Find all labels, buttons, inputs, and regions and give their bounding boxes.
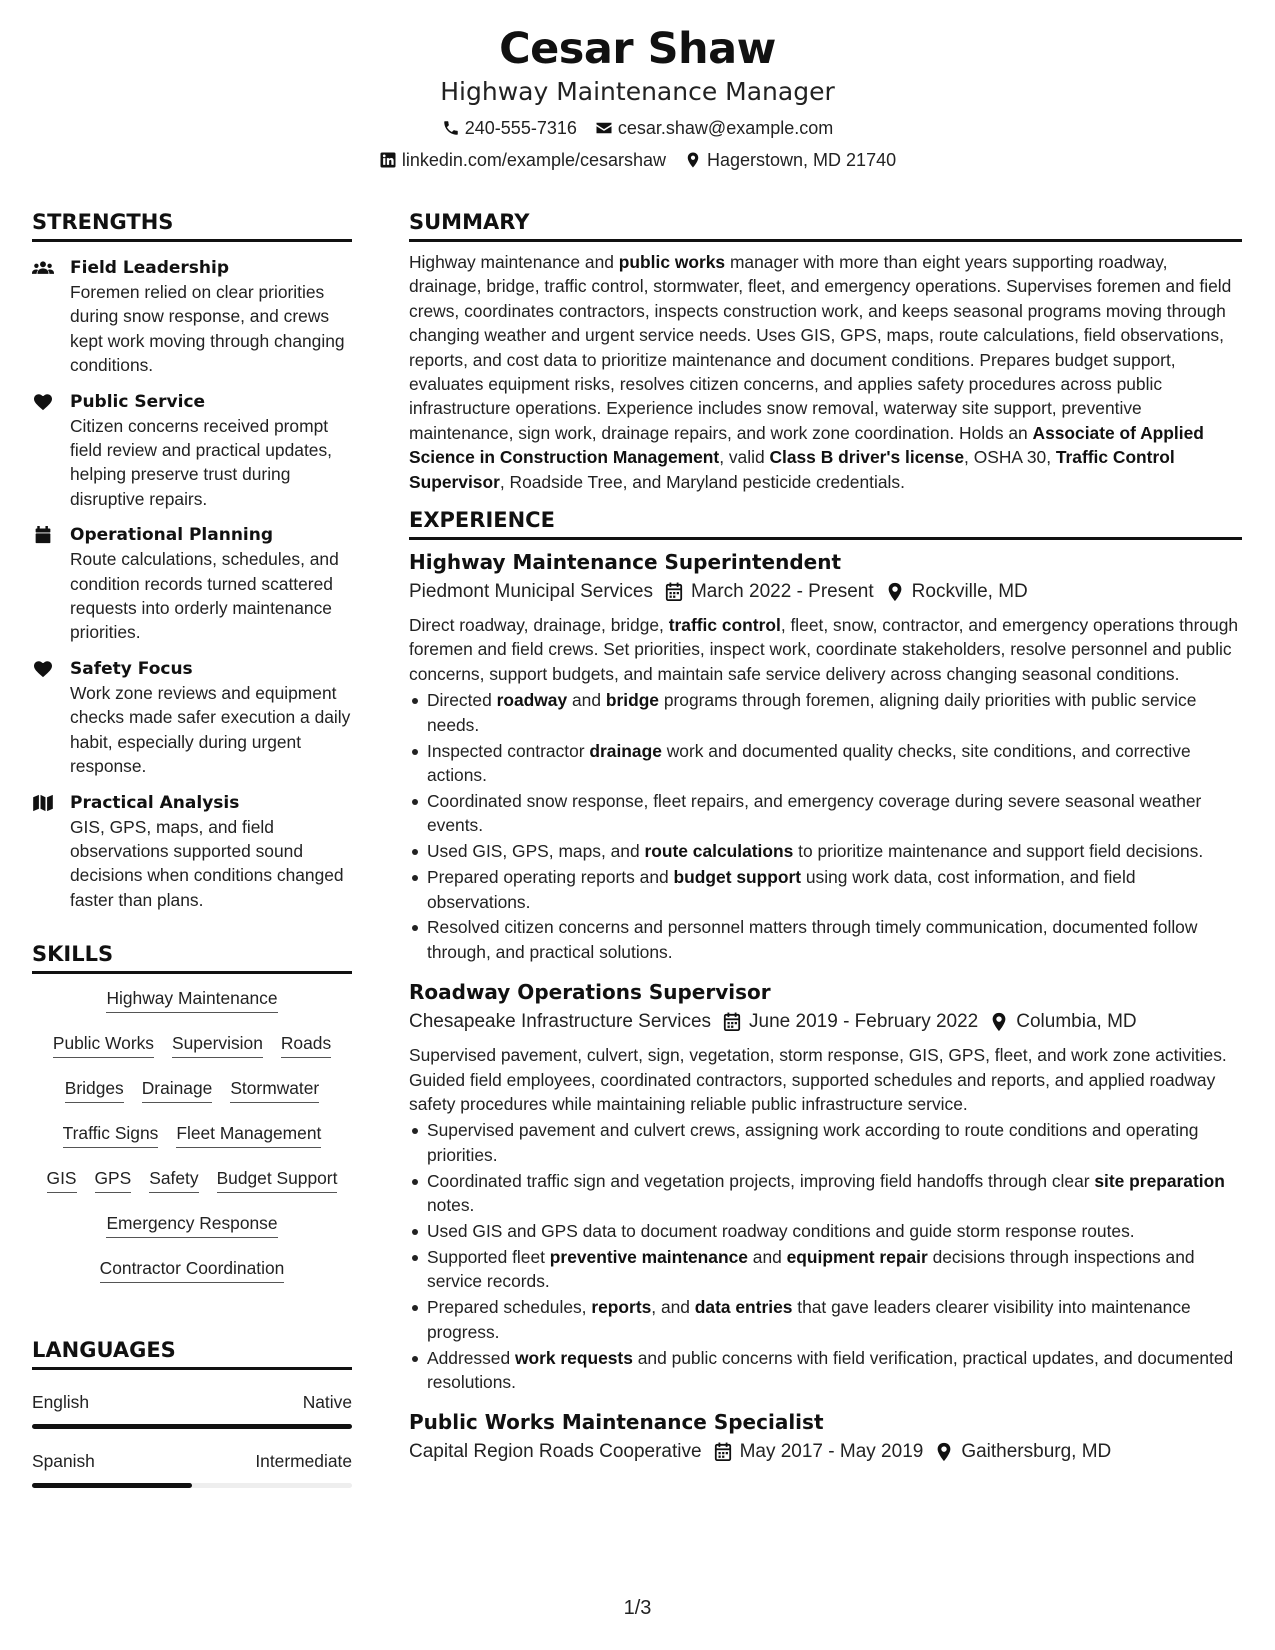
job-meta: [409, 579, 1242, 605]
right-column: [409, 208, 1242, 1465]
map-icon: [32, 791, 70, 913]
strength-desc: Citizen concerns received prompt field review and practical updates, helping preserve trust during disruptive repairs.: [70, 415, 332, 509]
bullet-item: Directed roadway and bridge programs through foremen, aligning daily priorities with public service needs.: [409, 688, 1242, 737]
job-company: Capital Region Roads Cooperative: [409, 1441, 702, 1463]
location-text: Hagerstown, MD 21740: [707, 150, 897, 170]
calendar-icon: [665, 582, 683, 602]
bullet-item: Used GIS, GPS, maps, and route calculations to prioritize maintenance and support field decisions.: [409, 839, 1242, 863]
users-icon: [32, 256, 70, 378]
language-level: Native: [302, 1392, 352, 1413]
skill-row: [32, 986, 352, 1031]
skill-tag: Fleet Management: [176, 1121, 321, 1148]
skill-tag: Stormwater: [230, 1076, 319, 1103]
job-dates: May 2017 - May 2019: [714, 1439, 924, 1465]
summary-heading: SUMMARY: [409, 208, 1242, 242]
skills-list: [32, 986, 352, 1301]
language-name: Spanish: [32, 1451, 95, 1472]
bullet-item: Prepared operating reports and budget support using work data, cost information, and field observations.: [409, 865, 1242, 914]
skill-row: [32, 1166, 352, 1211]
job-description: Supervised pavement, culvert, sign, vegetation, storm response, GIS, GPS, fleet, and work zone activities. Guided field employees, coordinated contractors, supported schedules and reports, and applied roadway safety procedures while maintaining reliable public infrastructure service.: [409, 1045, 1227, 1115]
left-column: [32, 208, 352, 1488]
skills-heading: SKILLS: [32, 940, 352, 974]
map-marker-icon: [990, 1012, 1008, 1032]
job-dates: June 2019 - February 2022: [723, 1009, 978, 1035]
linkedin-contact[interactable]: [379, 148, 666, 172]
calendar-icon: [32, 523, 70, 645]
language-item: [32, 1390, 352, 1429]
phone-icon: [442, 119, 460, 137]
job-meta: [409, 1439, 1242, 1465]
job-dates: March 2022 - Present: [665, 579, 874, 605]
page-number: 1/3: [623, 1597, 652, 1619]
linkedin-icon: [379, 151, 397, 169]
skill-tag: GIS: [47, 1166, 77, 1193]
email-text: cesar.shaw@example.com: [617, 118, 834, 138]
strength-title: Public Service: [70, 391, 206, 412]
skill-tag: Supervision: [172, 1031, 263, 1058]
languages-list: [32, 1390, 352, 1488]
resume-header: [0, 22, 1275, 172]
job-location: Rockville, MD: [886, 579, 1028, 605]
strength-title: Practical Analysis: [70, 792, 240, 813]
language-proficiency-fill: [32, 1483, 192, 1488]
calendar-icon: [714, 1442, 732, 1462]
job-entry: [409, 978, 1242, 1394]
job-description: Direct roadway, drainage, bridge, traffic control, fleet, snow, contractor, and emergency operations through foremen and field crews. Set priorities, inspect work, coordinate stakeholders, resolve personnel and public concerns, support budgets, and maintain safe service delivery across changing seasonal conditions.: [409, 615, 1239, 684]
language-proficiency-fill: [32, 1424, 352, 1429]
skill-tag: Bridges: [65, 1076, 124, 1103]
strength-title: Operational Planning: [70, 525, 274, 546]
heart-icon: [32, 390, 70, 512]
candidate-title: Highway Maintenance Manager: [440, 77, 835, 106]
job-company: Chesapeake Infrastructure Services: [409, 1011, 712, 1033]
skill-tag: Public Works: [53, 1031, 154, 1058]
skill-tag: Highway Maintenance: [106, 986, 277, 1013]
bullet-item: Coordinated traffic sign and vegetation projects, improving field handoffs through clear site preparation notes.: [409, 1169, 1242, 1218]
languages-heading: LANGUAGES: [32, 1336, 352, 1370]
experience-section: [409, 506, 1242, 1465]
skill-row: [32, 1121, 352, 1166]
job-title: Highway Maintenance Superintendent: [409, 550, 842, 575]
strength-desc: GIS, GPS, maps, and field observations supported sound decisions when conditions changed faster than plans.: [70, 816, 344, 910]
skill-tag: Emergency Response: [106, 1211, 277, 1238]
language-proficiency-bar: [32, 1424, 352, 1429]
strengths-heading: STRENGTHS: [32, 208, 352, 242]
skill-row: [32, 1256, 352, 1301]
heart-icon: [32, 657, 70, 779]
job-bullets: [409, 688, 1242, 964]
map-marker-icon: [935, 1442, 953, 1462]
job-meta: [409, 1009, 1242, 1035]
strength-item: [32, 523, 352, 645]
jobs-list: [409, 548, 1242, 1465]
strength-item: [32, 390, 352, 512]
contact-row-2: [0, 148, 1275, 172]
envelope-icon: [595, 119, 613, 137]
phone-contact[interactable]: [442, 116, 577, 140]
calendar-icon: [723, 1012, 741, 1032]
summary-text: Highway maintenance and public works manager with more than eight years supporting roadway, drainage, bridge, traffic control, stormwater, fleet, and emergency operations. Supervises foremen and field crews, coordinates contractors, inspects construction work, and keeps seasonal programs moving through changing weather and urgent service needs. Uses GIS, GPS, maps, route calculations, field observations, reports, and cost data to prioritize maintenance and document conditions. Prepares budget support, evaluates equipment risks, resolves citizen concerns, and applies safety procedures across public infrastructure operations. Experience includes snow removal, waterway site support, preventive maintenance, sign work, drainage repairs, and work zone coordination. Holds an Associate of Applied Science in Construction Management, valid Class B driver's license, OSHA 30, Traffic Control Supervisor, Roadside Tree, and Maryland pesticide credentials.: [409, 252, 1232, 492]
bullet-item: Used GIS and GPS data to document roadway conditions and guide storm response routes.: [409, 1219, 1242, 1243]
map-marker-icon: [684, 151, 702, 169]
strength-desc: Route calculations, schedules, and condition records turned scattered requests into orderly maintenance priorities.: [70, 549, 339, 643]
experience-heading: EXPERIENCE: [409, 506, 1242, 540]
phone-text: 240-555-7316: [464, 118, 577, 138]
map-marker-icon: [886, 582, 904, 602]
job-bullets: [409, 1118, 1242, 1394]
job-entry: [409, 548, 1242, 964]
bullet-item: Supported fleet preventive maintenance and equipment repair decisions through inspections and service records.: [409, 1245, 1242, 1294]
email-contact[interactable]: [595, 116, 833, 140]
skill-tag: Budget Support: [217, 1166, 338, 1193]
strength-item: [32, 657, 352, 779]
strength-title: Field Leadership: [70, 258, 230, 278]
skill-tag: Drainage: [142, 1076, 213, 1103]
strength-desc: Foremen relied on clear priorities during snow response, and crews kept work moving through changing conditions.: [70, 282, 345, 376]
linkedin-text: linkedin.com/example/cesarshaw: [401, 150, 666, 170]
skill-tag: Safety: [149, 1166, 198, 1193]
contact-row-1: [0, 116, 1275, 140]
language-item: [32, 1449, 352, 1488]
language-proficiency-bar: [32, 1483, 352, 1488]
skill-row: [32, 1076, 352, 1121]
skill-tag: GPS: [95, 1166, 132, 1193]
job-location: Gaithersburg, MD: [935, 1439, 1111, 1465]
strength-item: [32, 256, 352, 378]
bullet-item: Coordinated snow response, fleet repairs, and emergency coverage during severe seasonal weather events.: [409, 789, 1242, 838]
job-location: Columbia, MD: [990, 1009, 1136, 1035]
bullet-item: Prepared schedules, reports, and data entries that gave leaders clearer visibility into maintenance progress.: [409, 1295, 1242, 1344]
job-company: Piedmont Municipal Services: [409, 581, 653, 603]
bullet-item: Inspected contractor drainage work and documented quality checks, site conditions, and corrective actions.: [409, 739, 1242, 788]
bullet-item: Resolved citizen concerns and personnel matters through timely communication, documented follow through, and practical solutions.: [409, 915, 1242, 964]
skill-row: [32, 1211, 352, 1256]
languages-section: [32, 1336, 352, 1488]
location-contact: [684, 148, 896, 172]
strengths-list: [32, 256, 352, 912]
skill-tag: Traffic Signs: [63, 1121, 159, 1148]
skill-tag: Contractor Coordination: [100, 1256, 285, 1283]
job-title: Public Works Maintenance Specialist: [409, 1410, 824, 1435]
language-level: Intermediate: [255, 1451, 352, 1472]
strength-title: Safety Focus: [70, 658, 193, 679]
language-name: English: [32, 1392, 90, 1413]
bullet-item: Addressed work requests and public concerns with field verification, practical updates, and documented resolutions.: [409, 1346, 1242, 1395]
job-title: Roadway Operations Supervisor: [409, 980, 771, 1005]
bullet-item: Supervised pavement and culvert crews, assigning work according to route conditions and operating priorities.: [409, 1118, 1242, 1167]
skill-tag: Roads: [281, 1031, 331, 1058]
strength-desc: Work zone reviews and equipment checks made safer execution a daily habit, especially during urgent response.: [70, 682, 351, 777]
candidate-name: Cesar Shaw: [499, 24, 776, 74]
job-entry: [409, 1408, 1242, 1465]
strength-item: [32, 791, 352, 913]
skill-row: [32, 1031, 352, 1076]
